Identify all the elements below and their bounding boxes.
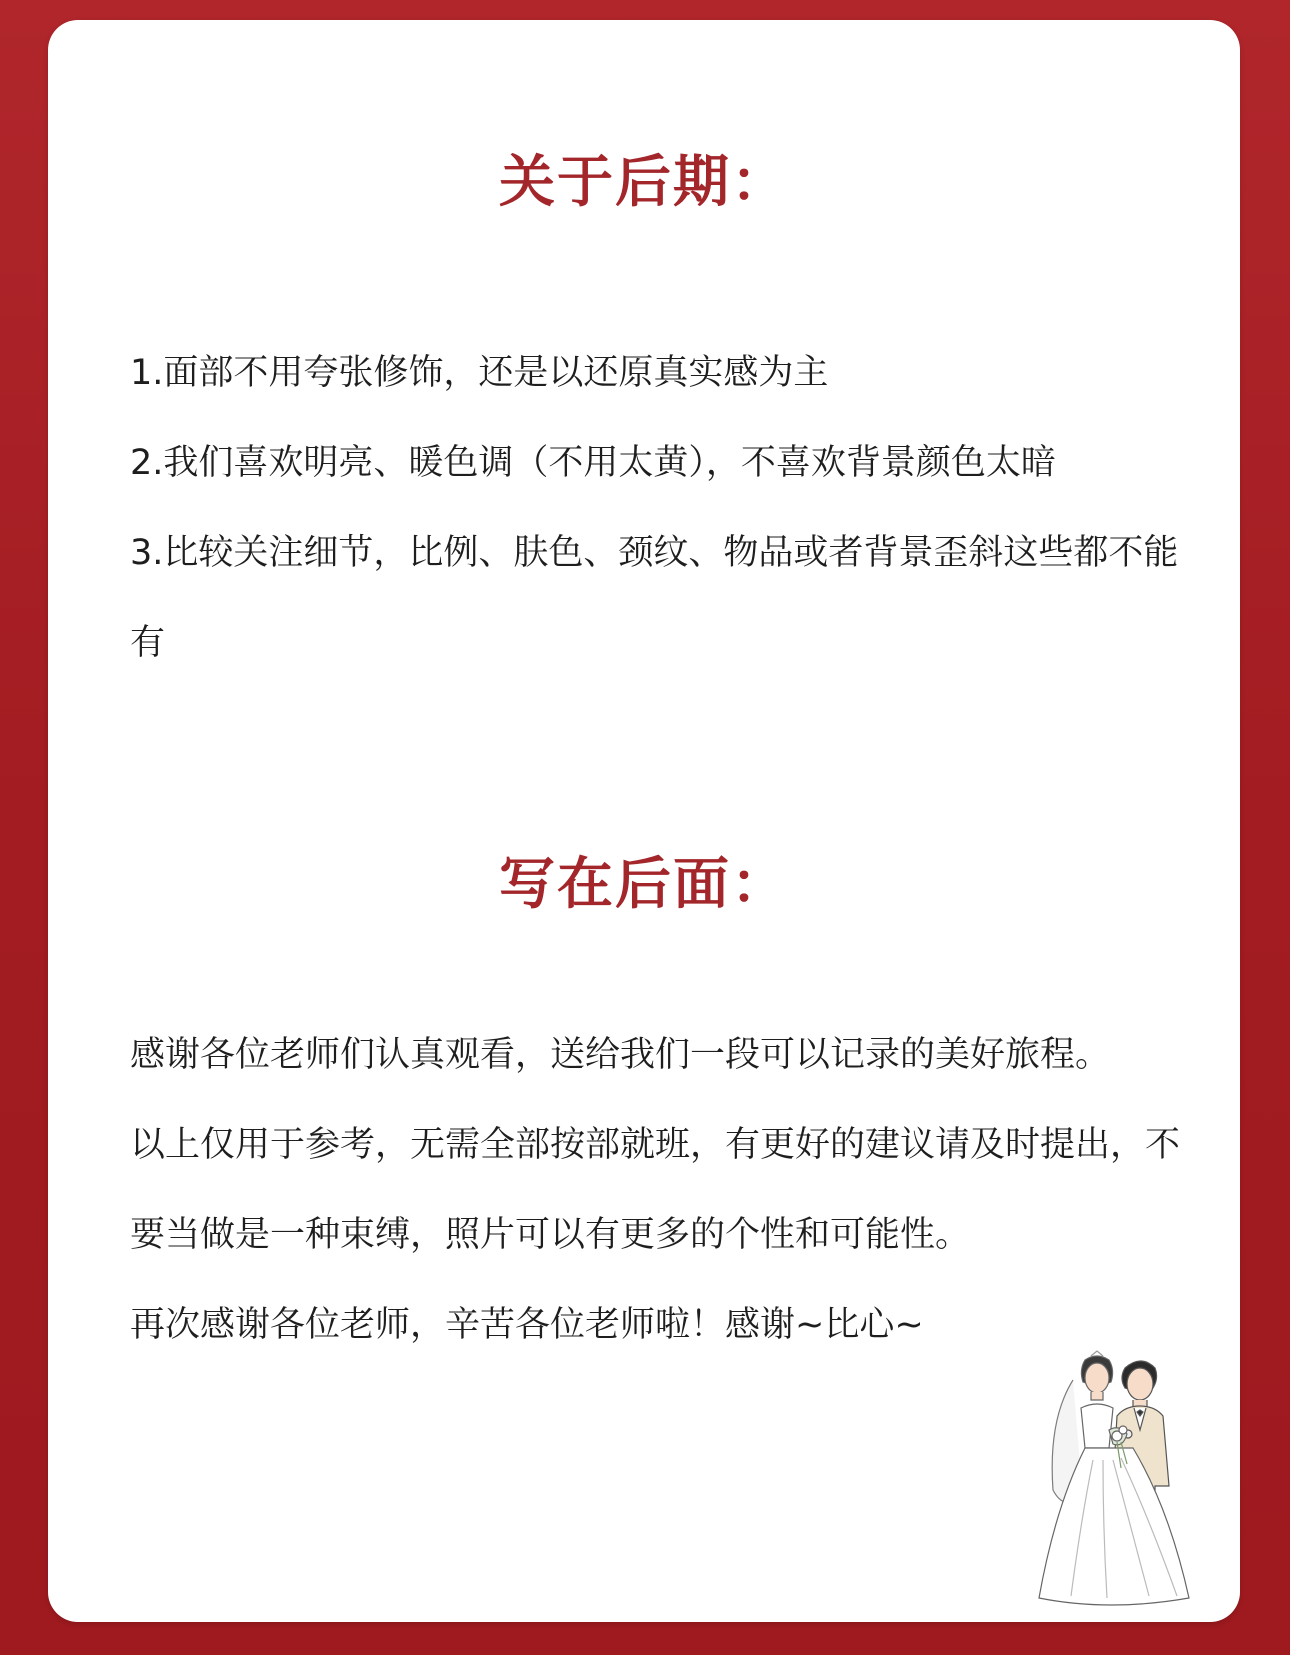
list-item: 1.面部不用夸张修饰，还是以还原真实感为主 bbox=[130, 353, 829, 393]
list-item: 3.比较关注细节，比例、肤色、颈纹、物品或者背景歪斜这些都不能有 bbox=[130, 533, 1179, 663]
section-heading-afterword: 写在后面： bbox=[499, 852, 789, 917]
section-heading-post-processing: 关于后期： bbox=[499, 150, 789, 215]
afterword-text bbox=[130, 1010, 1190, 1370]
bride-and-groom-illustration bbox=[1033, 1350, 1213, 1610]
paragraph: 感谢各位老师们认真观看，送给我们一段可以记录的美好旅程。 bbox=[130, 1035, 1111, 1075]
content-card bbox=[48, 20, 1240, 1622]
paragraph: 再次感谢各位老师，辛苦各位老师啦！感谢~比心~ bbox=[130, 1305, 924, 1345]
list-item: 2.我们喜欢明亮、暖色调（不用太黄），不喜欢背景颜色太暗 bbox=[130, 443, 1056, 483]
paragraph: 以上仅用于参考，无需全部按部就班，有更好的建议请及时提出，不要当做是一种束缚，照片可以有更多的个性和可能性。 bbox=[130, 1125, 1181, 1255]
post-processing-list bbox=[130, 328, 1190, 688]
